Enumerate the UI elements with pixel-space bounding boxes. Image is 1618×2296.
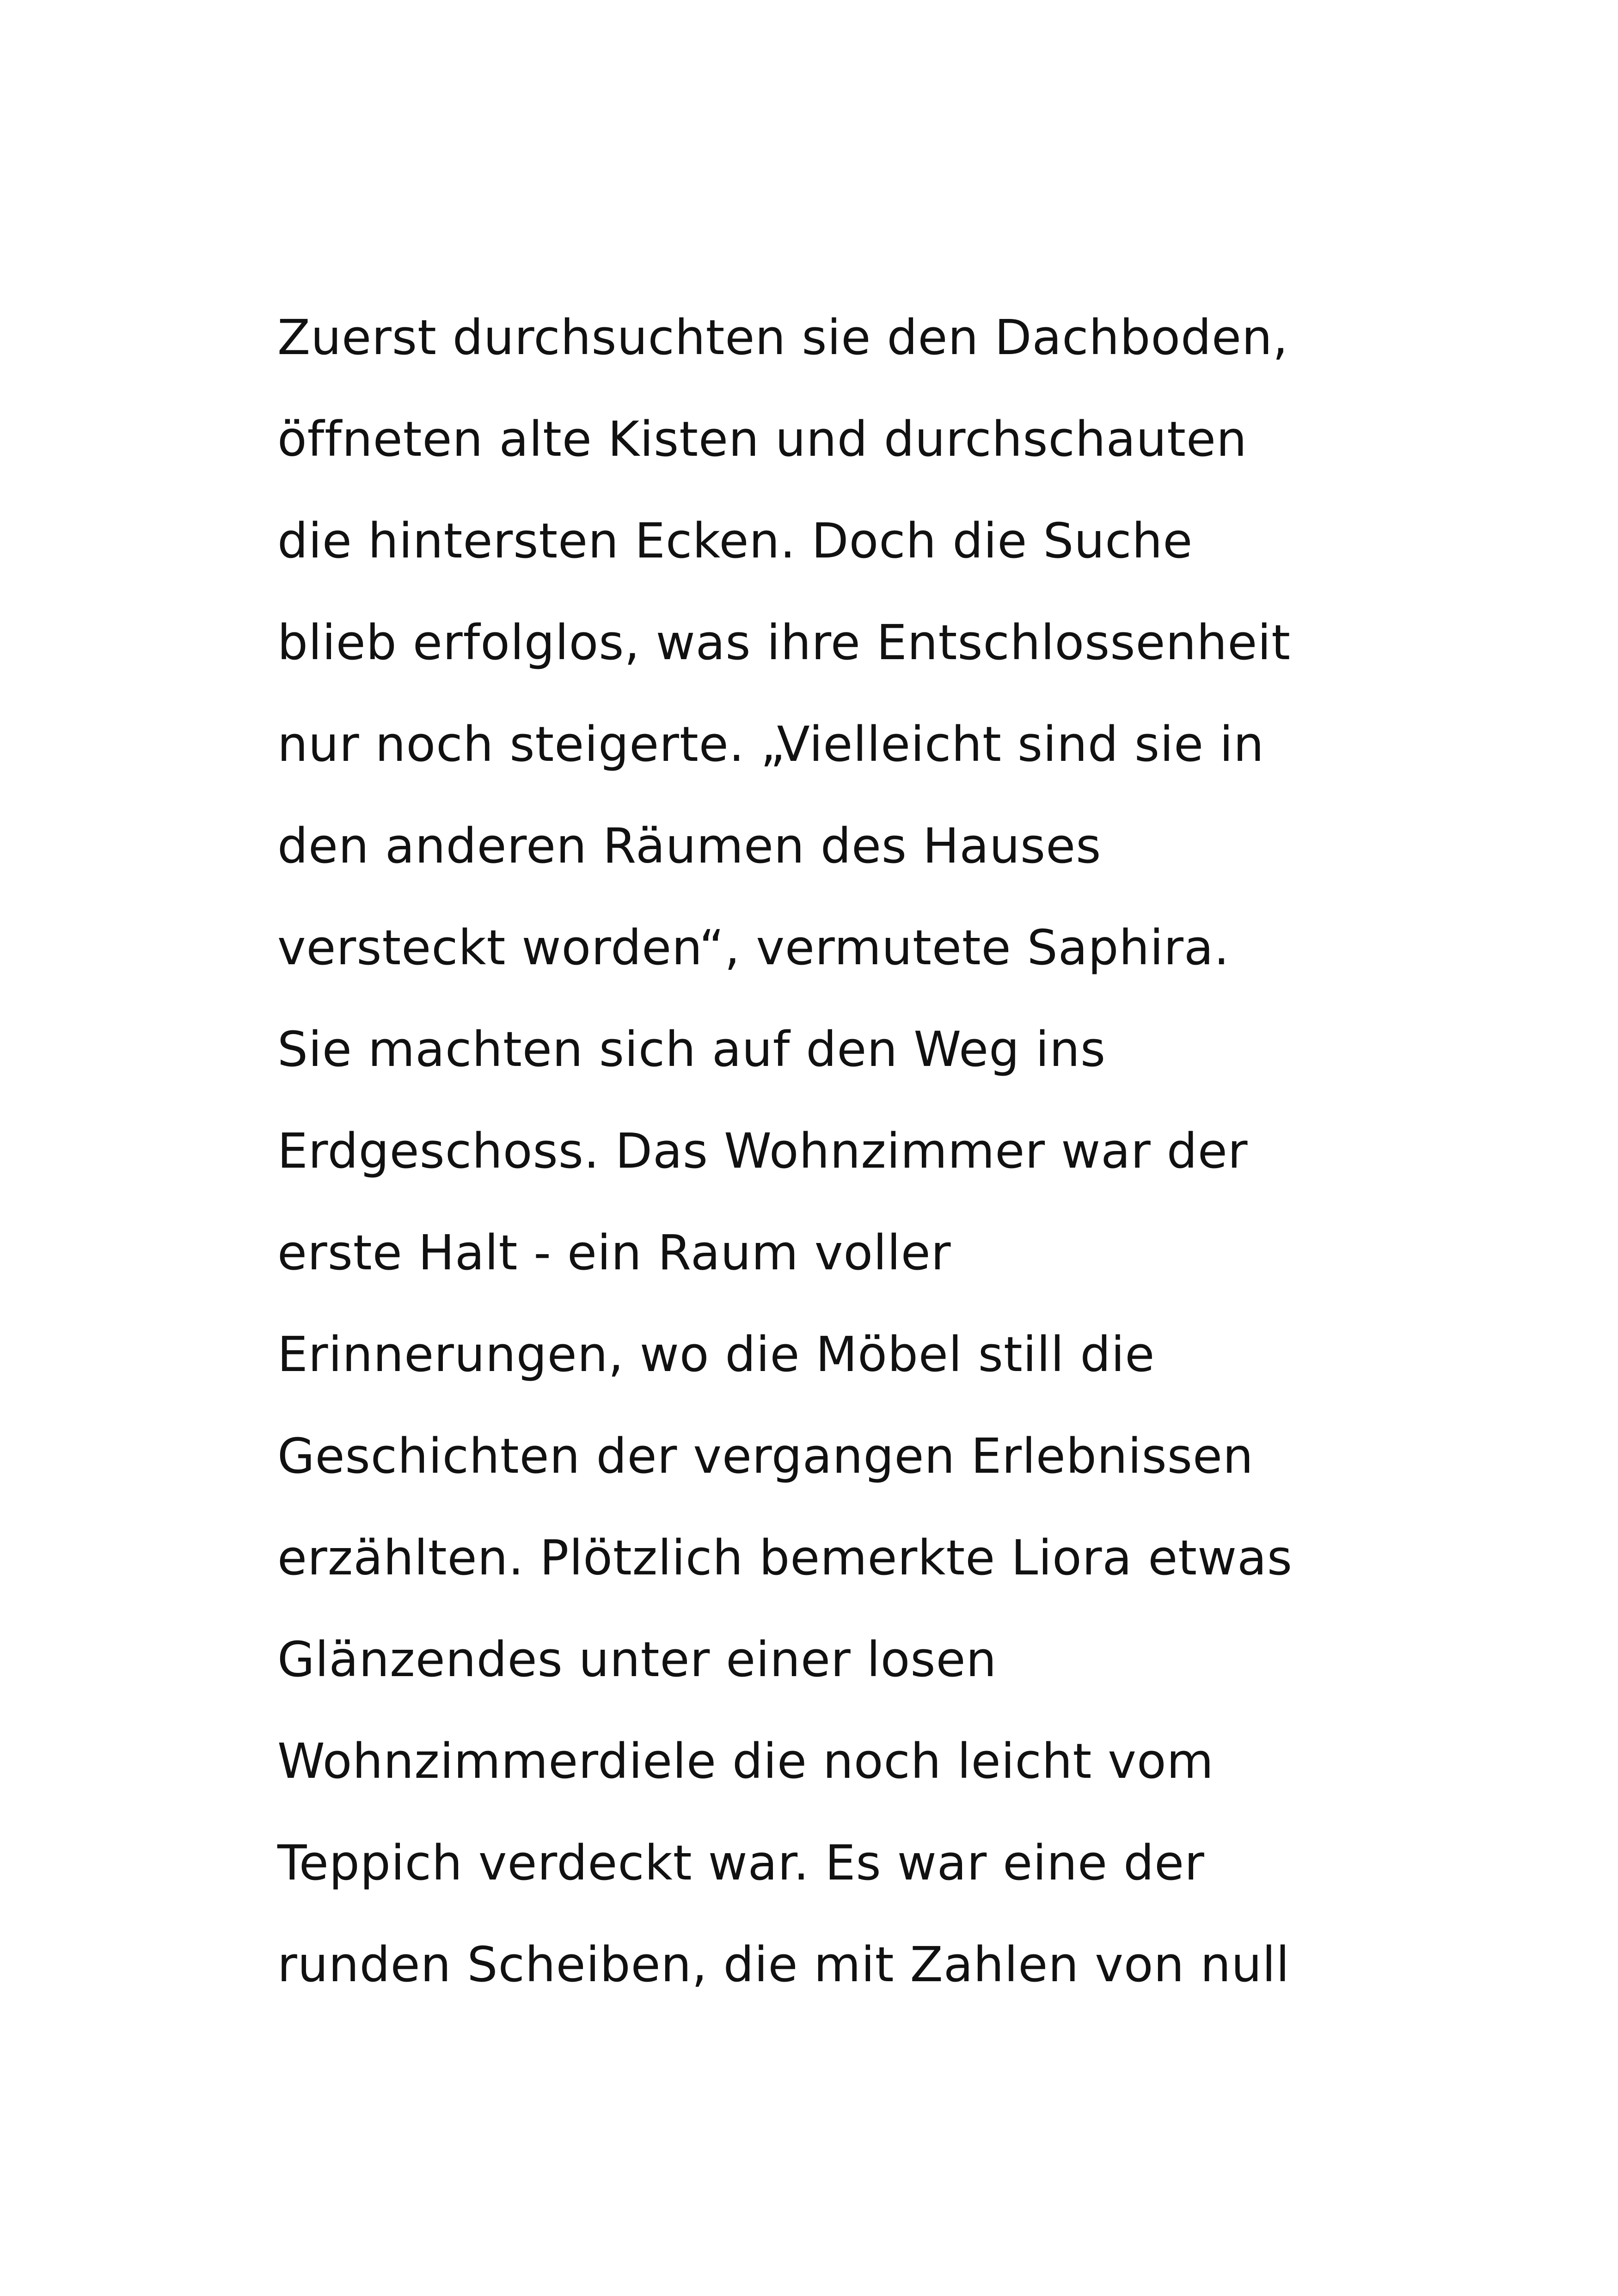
text-line-16: Teppich verdeckt war. Es war eine der [277,1835,1205,1891]
text-line-15: Wohnzimmerdiele die noch leicht vom [277,1733,1214,1789]
text-line-9: Erdgeschoss. Das Wohnzimmer war der [277,1123,1248,1179]
body-text [277,287,1387,2015]
text-line-12: Geschichten der vergangen Erlebnissen [277,1428,1254,1484]
text-line-3: die hintersten Ecken. Doch die Suche [277,513,1193,569]
text-line-17: runden Scheiben, die mit Zahlen von null [277,1936,1290,1993]
text-line-1: Zuerst durchsuchten sie den Dachboden, [277,309,1288,366]
text-line-13: erzählten. Plötzlich bemerkte Liora etwas [277,1530,1293,1586]
text-line-6: den anderen Räumen des Hauses [277,818,1102,874]
text-line-5: nur noch steigerte. „Vielleicht sind sie in [277,716,1264,772]
text-line-2: öffneten alte Kisten und durchschauten [277,411,1247,467]
text-line-8: Sie machten sich auf den Weg ins [277,1021,1106,1078]
text-line-11: Erinnerungen, wo die Möbel still die [277,1326,1155,1383]
text-line-10: erste Halt - ein Raum voller [277,1225,951,1281]
text-line-7: versteckt worden“, vermutete Saphira. [277,919,1230,976]
text-line-4: blieb erfolglos, was ihre Entschlossenheit [277,614,1291,671]
text-line-14: Glänzendes unter einer losen [277,1631,997,1688]
